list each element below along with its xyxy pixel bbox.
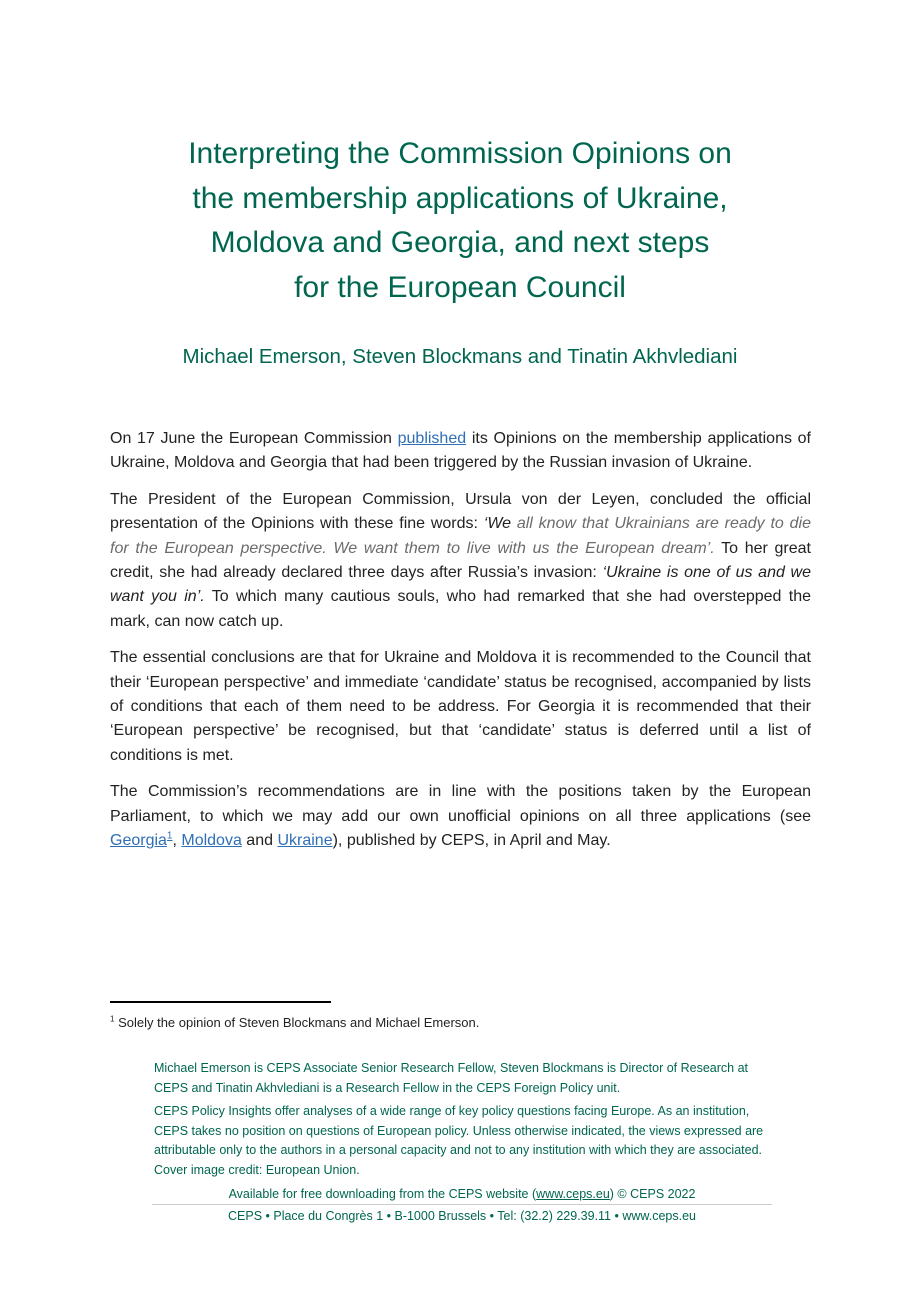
title-line-1: Interpreting the Commission Opinions on [188,137,732,171]
title-line-3: Moldova and Georgia, and next steps [210,226,710,260]
footnote-number: 1 [110,1014,115,1024]
ukraine-quote: ‘Ukraine is one of us and we want you in’. [110,563,812,606]
disclaimer: CEPS Policy Insights offer analyses of a wide range of key policy questions facing Europe. As an institution, CEPS takes no position on questions of European policy. Unless otherwise indicated, the views expressed are attributable only to the authors in a personal capacity and not to any institution with which they are associated. Cover image credit: European Union. [154,1104,764,1177]
ceps-website-link[interactable]: www.ceps.eu [536,1187,610,1201]
von-der-leyen-quote: all know that Ukrainians are ready to die for the European perspective. We want them to live with us the European dream’. [110,515,811,557]
paragraph-1: On 17 June the European Commission published its Opinions on the membership applications of Ukraine, Moldova and Georgia that had been triggered by the Russian invasion of Ukraine. [110,430,812,472]
paragraph-4: The Commission’s recommendations are in line with the positions taken by the European Parliament, to which we may add our own unofficial opinions on all three applications (see Georgia$^1$, Moldova and Ukraine), published by CEPS, in April and May. [110,783,811,849]
footnote-ref-1[interactable]: 1 [166,830,173,842]
authors-line: Michael Emerson, Steven Blockmans and Tinatin Akhvlediani [182,345,738,368]
document-title [110,132,810,310]
paragraph-2: The President of the European Commission, Ursula von der Leyen, concluded the official presentation of the Opinions with these fine words: ‘We all know that Ukrainians are ready to die for the European perspective. We want them to live with us the European dream’. To her great credit, she had already declared three days after Russia’s invasion: ‘Ukraine is one of us and we want you in’. To which many cautious souls, who had remarked that she had overstepped the mark, can now catch up. [110,491,812,630]
footer-divider [152,1204,772,1205]
ukraine-link[interactable]: Ukraine [277,831,333,849]
title-line-2: the membership applications of Ukraine, [192,181,728,215]
title-line-4: for the European Council [294,270,626,304]
georgia-link[interactable]: Georgia [110,831,167,849]
paragraph-3: The essential conclusions are that for Ukraine and Moldova it is recommended to the Council that their ‘European perspective’ and immediate ‘candidate’ status be recognised, accompanied by lists of conditions that each of them need to be address. For Georgia it is recommended that their ‘European perspective’ be recognised, but that ‘candidate’ status is deferred until a list of conditions is met. [110,649,811,764]
footnote-text: Solely the opinion of Steven Blockmans and Michael Emerson. [114,1015,480,1030]
article-body [110,427,811,866]
quote-open: ‘We [483,515,512,533]
footnote-1 [110,1014,479,1031]
footer-address: CEPS • Place du Congrès 1 • B-1000 Brussels • Tel: (32.2) 229.39.11 • www.ceps.eu [228,1209,696,1223]
published-link[interactable]: published [397,430,467,447]
footnote-separator [110,1001,331,1003]
footer-availability: Available for free downloading from the CEPS website (www.ceps.eu) © CEPS 2022 [228,1187,696,1201]
moldova-link[interactable]: Moldova [181,831,242,849]
about-authors: Michael Emerson is CEPS Associate Senior Research Fellow, Steven Blockmans is Director of Research at CEPS and Tinatin Akhvlediani is a Research Fellow in the CEPS Foreign Policy unit. [154,1061,748,1095]
